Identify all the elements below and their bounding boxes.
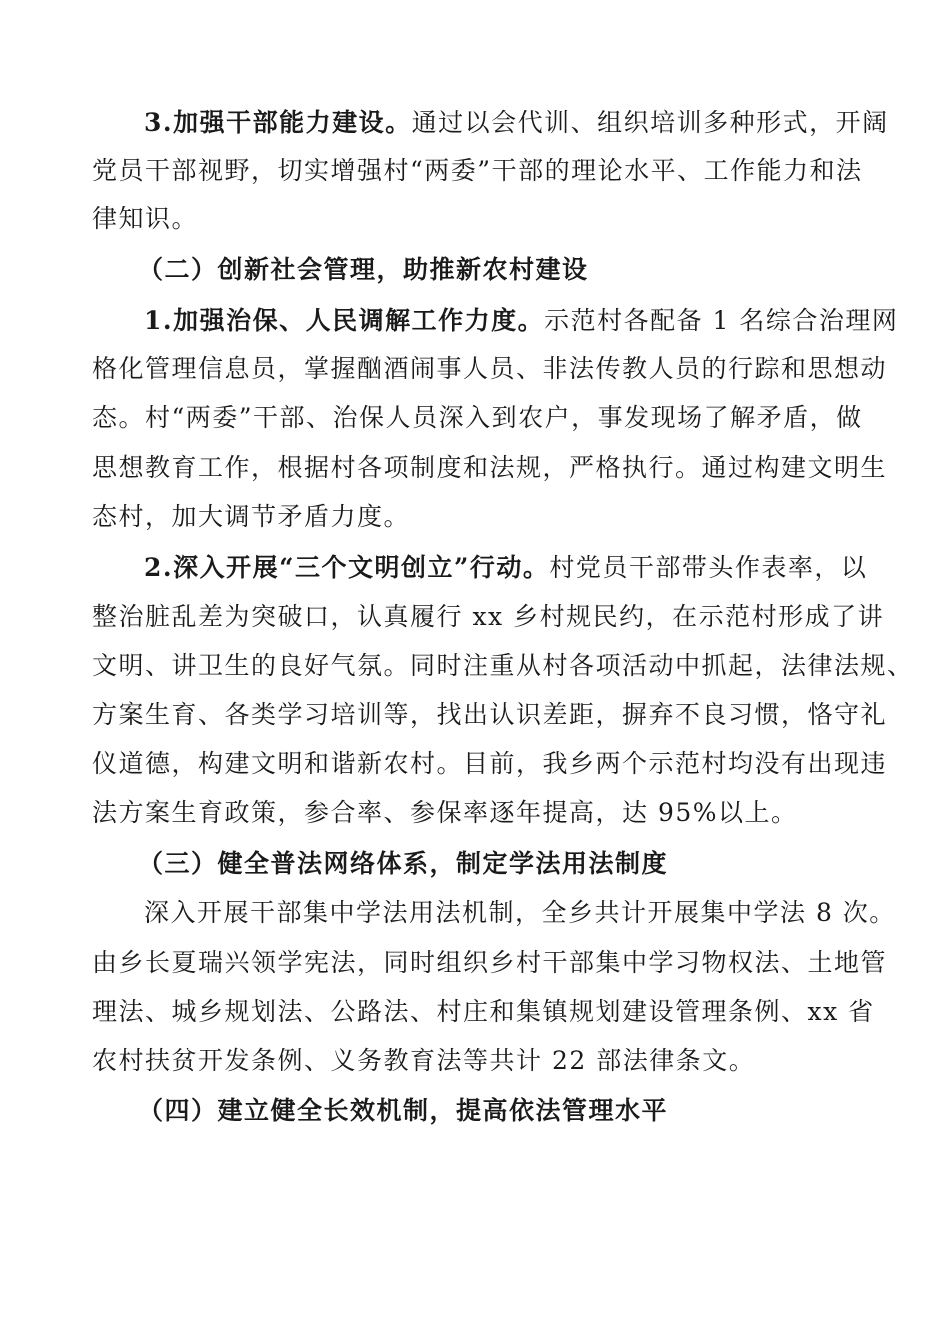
paragraph-3-line-5: 仪道德，构建文明和谐新农村。目前，我乡两个示范村均没有出现违 bbox=[92, 749, 888, 778]
section-heading-4: （四）建立健全长效机制，提高依法管理水平 bbox=[138, 1096, 669, 1125]
section-heading-2: （二）创新社会管理，助推新农村建设 bbox=[138, 255, 589, 284]
paragraph-1-line-2: 党员干部视野，切实增强村“两委”干部的理论水平、工作能力和法 bbox=[92, 156, 863, 185]
paragraph-3-lead: 2.深入开展“三个文明创立”行动。 bbox=[144, 553, 550, 582]
paragraph-3-line-4: 方案生育、各类学习培训等，找出认识差距，摒弃不良习惯，恪守礼 bbox=[92, 700, 888, 729]
section-heading-3: （三）健全普法网络体系，制定学法用法制度 bbox=[138, 849, 669, 878]
paragraph-2-line-3: 态。村“两委”干部、治保人员深入到农户，事发现场了解矛盾，做 bbox=[92, 403, 863, 432]
paragraph-2-lead: 1.加强治保、人民调解工作力度。 bbox=[144, 306, 545, 335]
paragraph-4-line-4: 农村扶贫开发条例、义务教育法等共计 22 部法律条文。 bbox=[92, 1046, 756, 1075]
paragraph-1-text: 通过以会代训、组织培训多种形式，开阔 bbox=[411, 108, 889, 137]
paragraph-2-line-5: 态村，加大调节矛盾力度。 bbox=[92, 502, 411, 531]
paragraph-3-line-1 bbox=[144, 553, 867, 583]
paragraph-4-line-3: 理法、城乡规划法、公路法、村庄和集镇规划建设管理条例、xx 省 bbox=[92, 997, 875, 1026]
paragraph-2-line-1 bbox=[144, 306, 898, 336]
paragraph-3-line-6: 法方案生育政策，参合率、参保率逐年提高，达 95%以上。 bbox=[92, 798, 798, 827]
paragraph-3-text: 村党员干部带头作表率，以 bbox=[549, 553, 868, 582]
paragraph-4-line-1: 深入开展干部集中学法用法机制，全乡共计开展集中学法 8 次。 bbox=[144, 898, 896, 927]
paragraph-3-line-3: 文明、讲卫生的良好气氛。同时注重从村各项活动中抓起，法律法规、 bbox=[92, 651, 914, 680]
paragraph-4-line-2: 由乡长夏瑞兴领学宪法，同时组织乡村干部集中学习物权法、土地管 bbox=[92, 948, 888, 977]
paragraph-1-line-3: 律知识。 bbox=[92, 204, 199, 233]
paragraph-2-text: 示范村各配备 1 名综合治理网 bbox=[544, 306, 899, 335]
paragraph-1-lead: 3.加强干部能力建设。 bbox=[144, 108, 412, 137]
paragraph-2-line-4: 思想教育工作，根据村各项制度和法规，严格执行。通过构建文明生 bbox=[92, 453, 888, 482]
paragraph-3-line-2: 整治脏乱差为突破口，认真履行 xx 乡村规民约，在示范村形成了讲 bbox=[92, 602, 885, 631]
paragraph-2-line-2: 格化管理信息员，掌握酗酒闹事人员、非法传教人员的行踪和思想动 bbox=[92, 354, 888, 383]
paragraph-1-line-1 bbox=[144, 108, 889, 138]
